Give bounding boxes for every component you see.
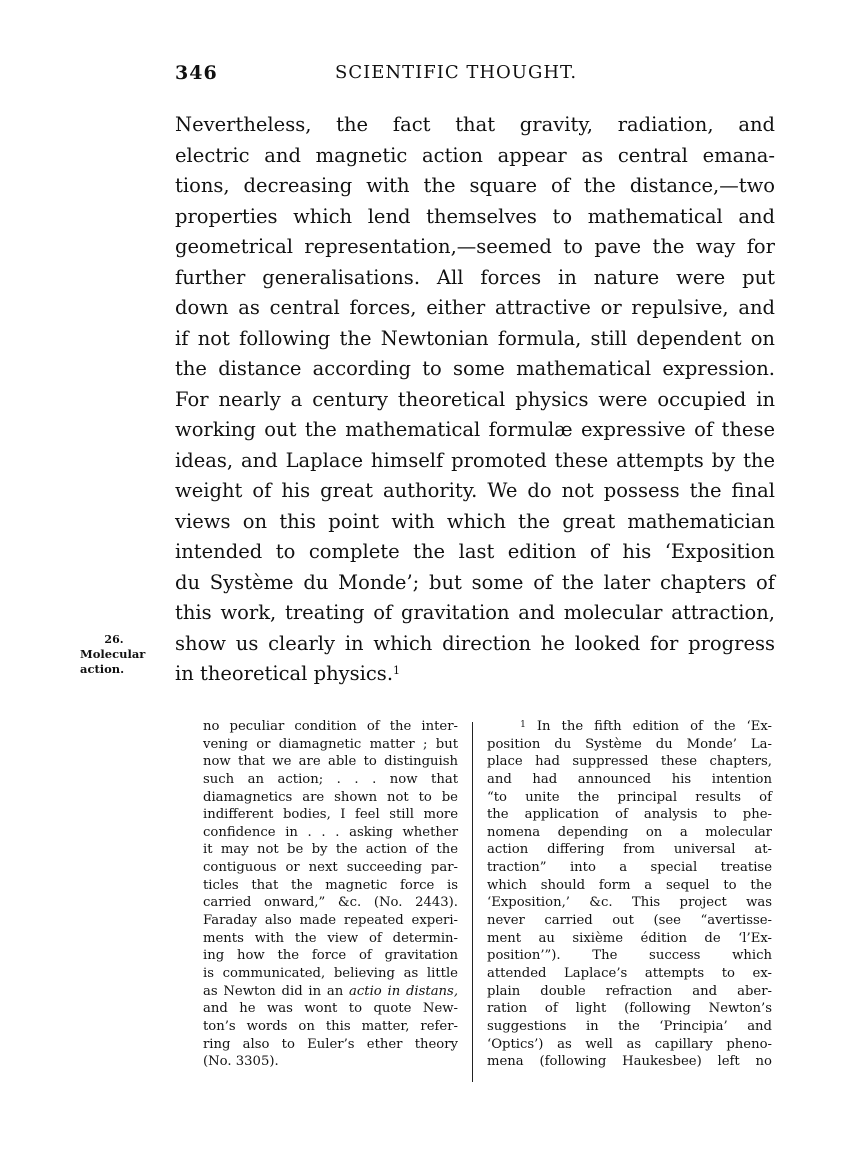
main-line: electric and magnetic action appear as central emana-	[175, 143, 775, 167]
footnote-line: no peculiar condition of the inter-	[203, 719, 458, 734]
footnote-line: vening or diamagnetic matter ; but	[203, 736, 458, 752]
footnote-line: traction” into a special treatise	[487, 860, 772, 876]
sidenote-title-line1: Molecular	[80, 647, 146, 661]
main-line: geometrical representation,—seemed to pave the way for	[175, 235, 775, 258]
footnote-text: as Newton did in an	[203, 983, 350, 999]
footnote-line-newton	[203, 983, 458, 1001]
footnote-line: ton’s words on this matter, refer-	[203, 1018, 458, 1034]
footnote-line: contiguous or next succeeding par-	[203, 860, 458, 876]
footnote-line: position du Système du Monde’ La-	[487, 736, 772, 752]
footnote-line: ‘Optics’) as well as capillary pheno-	[487, 1036, 772, 1052]
main-paragraph	[175, 110, 775, 690]
footnote-line: ment au sixième édition de ‘l’Ex-	[487, 930, 772, 946]
footnote-line: “to unite the principal results of	[487, 789, 772, 805]
footnote-line: diamagnetics are shown not to be	[203, 789, 458, 805]
footnote-first-line	[487, 718, 772, 736]
main-line: if not following the Newtonian formula, still dependent on	[175, 326, 775, 350]
sidenote-title-line2: action.	[80, 662, 125, 676]
sidenote-number: 26.	[104, 633, 124, 646]
footnote-line: ration of light (following Newton’s	[487, 1001, 772, 1017]
main-line: weight of his great authority. We do not possess the final	[175, 479, 775, 502]
footnote-line: confidence in . . . asking whether	[203, 824, 458, 840]
footnote-line: never carried out (see “avertisse-	[487, 913, 772, 929]
footnote-line: indifferent bodies, I feel still more	[203, 807, 458, 823]
column-divider	[472, 722, 473, 1082]
footnote-line: ments with the view of determin-	[203, 930, 458, 946]
footnote-line: ticles that the magnetic force is	[203, 877, 458, 893]
footnote-line: nomena depending on a molecular	[487, 824, 772, 840]
footnote-line: now that we are able to distinguish	[203, 754, 458, 770]
main-line: show us clearly in which direction he looked for progress	[175, 631, 775, 655]
footnote-text: In the fifth edition of the ‘Ex-	[525, 719, 772, 734]
footnote-line: mena (following Haukesbee) left no	[487, 1054, 772, 1070]
latin-phrase: actio in distans,	[349, 983, 459, 999]
margin-sidenote	[78, 632, 150, 677]
footnote-column-right	[487, 718, 772, 1071]
footnote-line: the application of analysis to phe-	[487, 807, 772, 823]
main-line: ideas, and Laplace himself promoted these attempts by the	[175, 448, 775, 472]
footnote-line: and he was wont to quote New-	[203, 1001, 458, 1017]
main-line: intended to complete the last edition of his ‘Exposition	[175, 540, 775, 563]
main-line: views on this point with which the great mathematician	[175, 509, 775, 533]
footnote-line: action differing from universal at-	[487, 842, 772, 858]
main-line: Nevertheless, the fact that gravity, radiation, and	[175, 113, 775, 136]
main-line: the distance according to some mathematical expression.	[175, 357, 775, 380]
footnote-line: is communicated, believing as little	[203, 965, 458, 981]
main-line-text: in theoretical physics.	[175, 662, 394, 685]
footnote-line: ‘Exposition,’ &c. This project was	[487, 895, 772, 911]
footnote-line: ing how the force of gravitation	[203, 948, 458, 964]
main-line-last	[175, 659, 775, 690]
main-line: properties which lend themselves to mathematical and	[175, 204, 775, 228]
footnote-marker: 1	[520, 720, 526, 730]
footnote-line: ring also to Euler’s ether theory	[203, 1036, 458, 1052]
footnote-line: Faraday also made repeated experi-	[203, 913, 458, 929]
main-line: For nearly a century theoretical physics were occupied in	[175, 387, 775, 411]
footnote-line: attended Laplace’s attempts to ex-	[487, 965, 772, 981]
footnote-column-left	[203, 718, 458, 1071]
main-line: this work, treating of gravitation and molecular attraction,	[175, 601, 775, 624]
footnote-line: which should form a sequel to the	[487, 877, 772, 893]
footnote-line: and had announced his intention	[487, 771, 772, 787]
footnote-line: (No. 3305).	[203, 1054, 279, 1070]
footnote-line: suggestions in the ‘Principia’ and	[487, 1018, 772, 1034]
footnote-line: plain double refraction and aber-	[487, 983, 772, 999]
footnote-line: carried onward,” &c. (No. 2443).	[203, 895, 458, 911]
main-line: tions, decreasing with the square of the distance,—two	[175, 174, 775, 197]
footnote-line: it may not be by the action of the	[203, 842, 458, 858]
page-number: 346	[175, 62, 218, 84]
main-line: du Système du Monde’; but some of the later chapters of	[175, 570, 775, 594]
main-line: further generalisations. All forces in nature were put	[175, 265, 775, 289]
footnote-line: place had suppressed these chapters,	[487, 754, 772, 770]
main-line: working out the mathematical formulæ expressive of these	[175, 418, 775, 441]
footnote-reference: 1	[393, 664, 401, 677]
footnote-line: such an action; . . . now that	[203, 771, 458, 787]
footnote-line: position’”). The success which	[487, 948, 772, 964]
running-head: SCIENTIFIC THOUGHT.	[335, 62, 578, 83]
main-line: down as central forces, either attractive or repulsive, and	[175, 296, 775, 319]
